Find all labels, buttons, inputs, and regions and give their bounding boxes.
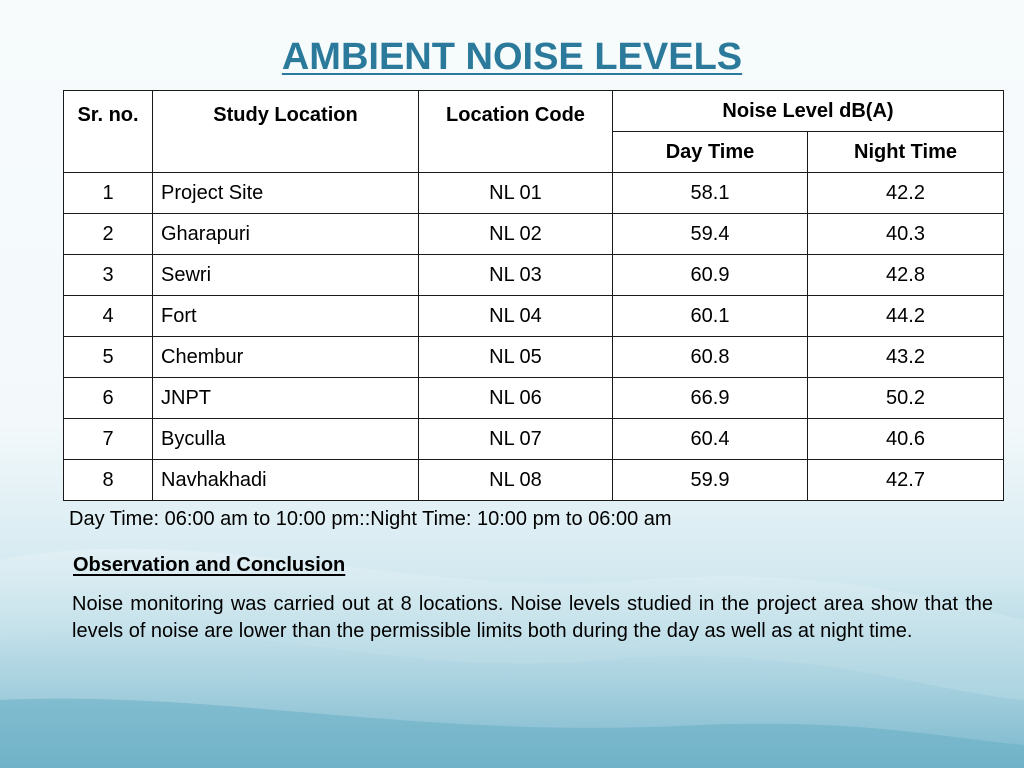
cell-location-code: NL 08 bbox=[419, 460, 613, 501]
cell-location: Chembur bbox=[153, 337, 419, 378]
cell-day-time: 58.1 bbox=[613, 173, 808, 214]
cell-sr-no: 8 bbox=[64, 460, 153, 501]
table-row bbox=[64, 296, 1004, 337]
cell-location-code: NL 04 bbox=[419, 296, 613, 337]
cell-location-code: NL 01 bbox=[419, 173, 613, 214]
cell-location-code: NL 03 bbox=[419, 255, 613, 296]
cell-sr-no: 4 bbox=[64, 296, 153, 337]
cell-sr-no: 7 bbox=[64, 419, 153, 460]
header-sr-no: Sr. no. bbox=[64, 91, 153, 173]
header-location-code: Location Code bbox=[419, 91, 613, 173]
cell-night-time: 42.8 bbox=[808, 255, 1004, 296]
table-row bbox=[64, 460, 1004, 501]
table-row bbox=[64, 419, 1004, 460]
header-study-location: Study Location bbox=[153, 91, 419, 173]
cell-night-time: 40.6 bbox=[808, 419, 1004, 460]
cell-location: Fort bbox=[153, 296, 419, 337]
cell-day-time: 60.1 bbox=[613, 296, 808, 337]
table-row bbox=[64, 378, 1004, 419]
cell-sr-no: 3 bbox=[64, 255, 153, 296]
cell-sr-no: 6 bbox=[64, 378, 153, 419]
cell-sr-no: 5 bbox=[64, 337, 153, 378]
observation-text: Noise monitoring was carried out at 8 locations. Noise levels studied in the project area show that the levels of noise are lower than the permissible limits both during the day as well as at night time. bbox=[72, 593, 993, 642]
cell-day-time: 60.9 bbox=[613, 255, 808, 296]
table-row bbox=[64, 214, 1004, 255]
cell-night-time: 40.3 bbox=[808, 214, 1004, 255]
cell-day-time: 59.4 bbox=[613, 214, 808, 255]
cell-night-time: 44.2 bbox=[808, 296, 1004, 337]
cell-night-time: 43.2 bbox=[808, 337, 1004, 378]
cell-sr-no: 2 bbox=[64, 214, 153, 255]
cell-location: Gharapuri bbox=[153, 214, 419, 255]
page-title: AMBIENT NOISE LEVELS bbox=[281, 36, 743, 78]
cell-day-time: 60.4 bbox=[613, 419, 808, 460]
cell-location: JNPT bbox=[153, 378, 419, 419]
cell-location-code: NL 02 bbox=[419, 214, 613, 255]
cell-location-code: NL 06 bbox=[419, 378, 613, 419]
cell-location: Sewri bbox=[153, 255, 419, 296]
observation-heading: Observation and Conclusion bbox=[73, 554, 346, 576]
noise-levels-table bbox=[63, 90, 1004, 501]
time-period-note: Day Time: 06:00 am to 10:00 pm::Night Time: 10:00 pm to 06:00 am bbox=[69, 508, 672, 530]
cell-location-code: NL 07 bbox=[419, 419, 613, 460]
cell-night-time: 42.2 bbox=[808, 173, 1004, 214]
cell-location-code: NL 05 bbox=[419, 337, 613, 378]
cell-day-time: 60.8 bbox=[613, 337, 808, 378]
cell-sr-no: 1 bbox=[64, 173, 153, 214]
header-noise-level: Noise Level dB(A) bbox=[613, 91, 1004, 132]
cell-location: Navhakhadi bbox=[153, 460, 419, 501]
cell-day-time: 59.9 bbox=[613, 460, 808, 501]
header-night-time: Night Time bbox=[808, 132, 1004, 173]
table-row bbox=[64, 255, 1004, 296]
cell-night-time: 50.2 bbox=[808, 378, 1004, 419]
table-row bbox=[64, 337, 1004, 378]
cell-location: Byculla bbox=[153, 419, 419, 460]
cell-day-time: 66.9 bbox=[613, 378, 808, 419]
table-row bbox=[64, 173, 1004, 214]
cell-location: Project Site bbox=[153, 173, 419, 214]
header-day-time: Day Time bbox=[613, 132, 808, 173]
cell-night-time: 42.7 bbox=[808, 460, 1004, 501]
